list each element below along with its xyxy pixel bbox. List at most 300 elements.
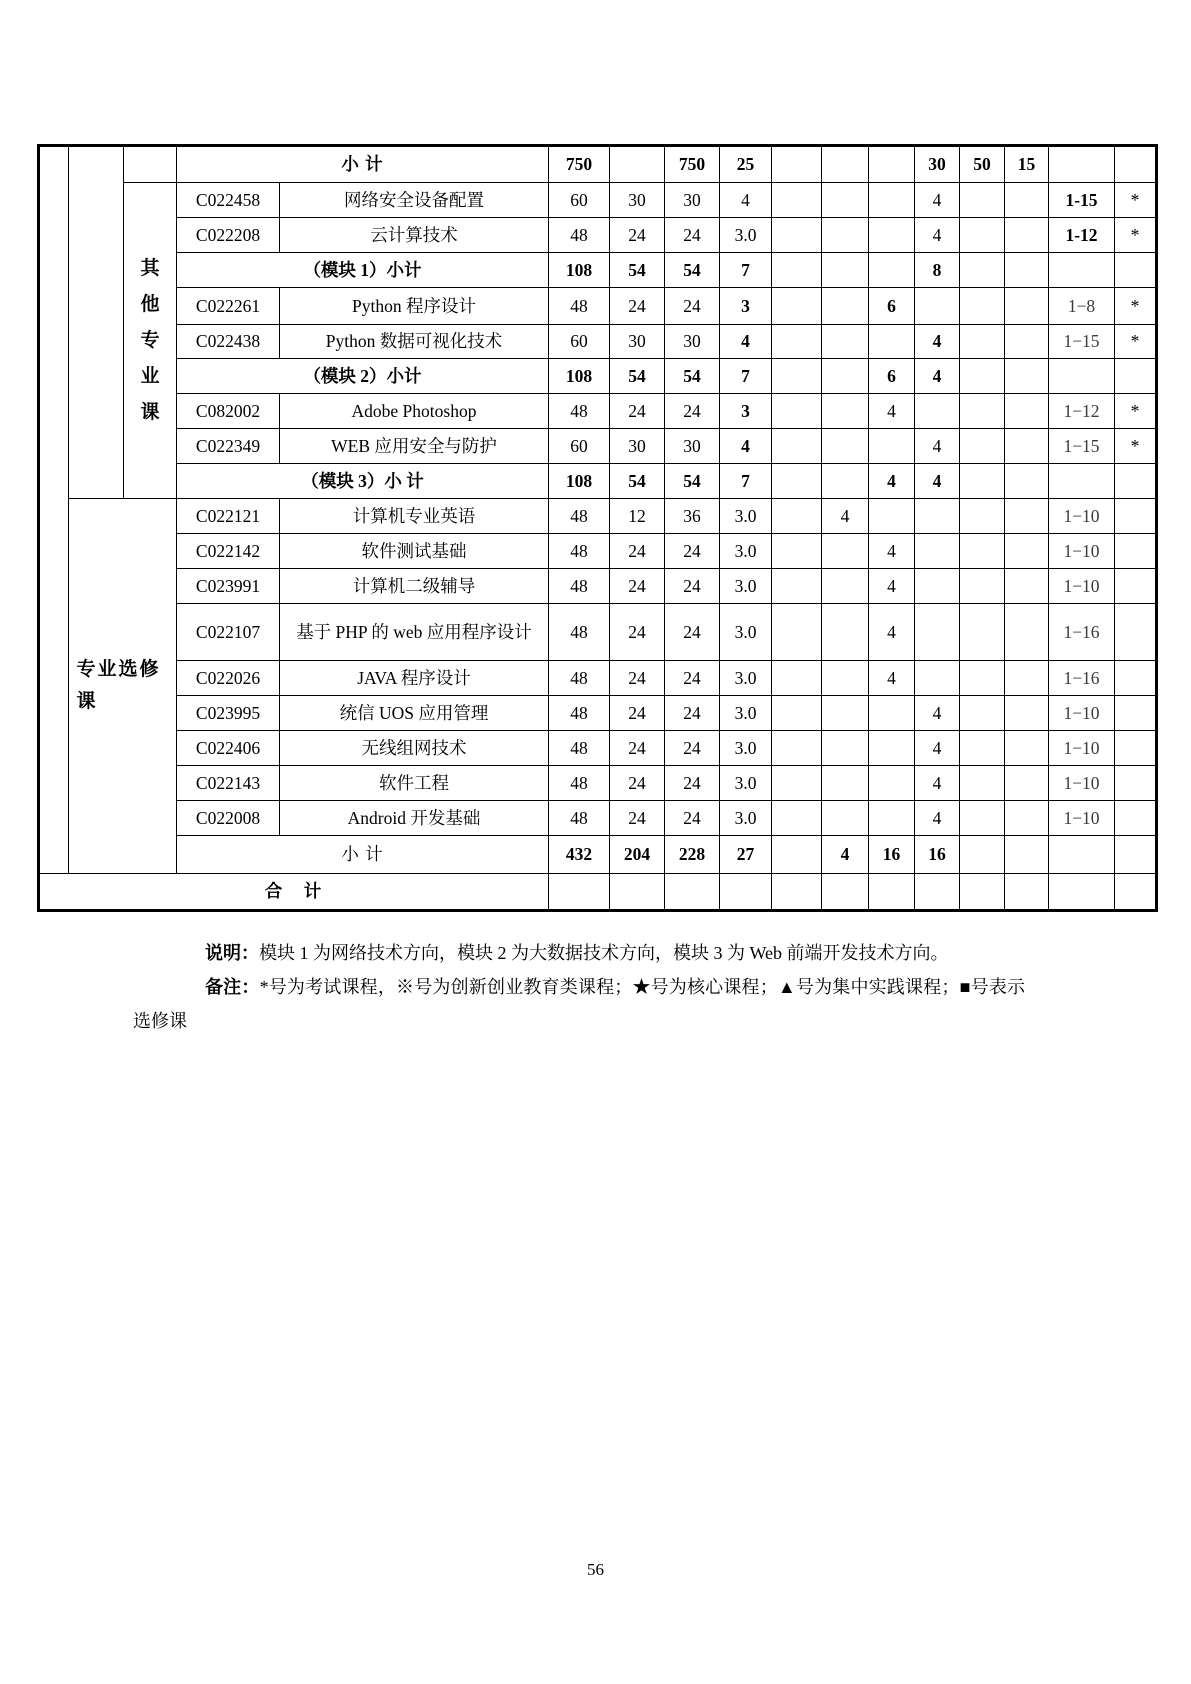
semester-5: [960, 696, 1005, 731]
theory-hours: 24: [610, 696, 665, 731]
semester-1: [772, 731, 822, 766]
table-row: [39, 394, 1157, 429]
total-hours: 108: [549, 253, 610, 288]
credits: 3: [720, 288, 772, 325]
credits: 3.0: [720, 604, 772, 661]
semester-2: [822, 183, 869, 218]
exam-mark: *: [1115, 218, 1157, 253]
theory-hours: 24: [610, 569, 665, 604]
semester-1: [772, 288, 822, 325]
semester-2: [822, 394, 869, 429]
semester-3: [869, 183, 915, 218]
total-hours: 48: [549, 696, 610, 731]
semester-5: [960, 288, 1005, 325]
total-hours: 48: [549, 661, 610, 696]
exam-mark: [1115, 604, 1157, 661]
semester-4: 8: [915, 253, 960, 288]
total-hours: 48: [549, 801, 610, 836]
semester-3: 16: [869, 836, 915, 874]
theory-hours: 24: [610, 394, 665, 429]
course-code: C023995: [177, 696, 280, 731]
semester-4: [915, 534, 960, 569]
section-label-other: 其他专业课: [124, 183, 177, 499]
semester-3: [869, 499, 915, 534]
practice-hours: 228: [665, 836, 720, 874]
course-name: 无线组网技术: [280, 731, 549, 766]
exam-mark: *: [1115, 183, 1157, 218]
semester-5: [960, 253, 1005, 288]
practice-hours: 24: [665, 394, 720, 429]
credits: 3.0: [720, 534, 772, 569]
semester-2: [822, 534, 869, 569]
semester-2: 4: [822, 499, 869, 534]
weeks-range: 1−15: [1049, 325, 1115, 359]
total-hours: 48: [549, 604, 610, 661]
subtotal-label: （模块 2）小计: [177, 359, 549, 394]
category-spacer: [69, 146, 124, 499]
semester-4: 16: [915, 836, 960, 874]
table-row: [39, 661, 1157, 696]
total-hours: 750: [549, 146, 610, 183]
semester-3: 4: [869, 534, 915, 569]
total-hours: 60: [549, 325, 610, 359]
semester-2: [822, 146, 869, 183]
practice-hours: 750: [665, 146, 720, 183]
theory-hours: [610, 146, 665, 183]
semester-2: [822, 429, 869, 464]
semester-4: 4: [915, 183, 960, 218]
semester-3: [869, 696, 915, 731]
practice-hours: 36: [665, 499, 720, 534]
semester-5: [960, 836, 1005, 874]
weeks-range: [1049, 464, 1115, 499]
total-hours: [549, 874, 610, 911]
semester-3: [869, 731, 915, 766]
semester-2: [822, 218, 869, 253]
theory-hours: 204: [610, 836, 665, 874]
credits: 3.0: [720, 731, 772, 766]
total-hours: 48: [549, 569, 610, 604]
semester-2: [822, 766, 869, 801]
theory-hours: 24: [610, 731, 665, 766]
semester-3: 4: [869, 569, 915, 604]
semester-3: [869, 325, 915, 359]
table-row: [39, 499, 1157, 534]
semester-1: [772, 766, 822, 801]
category-spacer: [39, 146, 69, 874]
semester-5: 50: [960, 146, 1005, 183]
semester-4: 4: [915, 429, 960, 464]
note-beizhu: [133, 970, 1025, 1038]
weeks-range: [1049, 359, 1115, 394]
table-row: [39, 801, 1157, 836]
exam-mark: [1115, 696, 1157, 731]
table-row: [39, 766, 1157, 801]
semester-1: [772, 325, 822, 359]
practice-hours: 24: [665, 731, 720, 766]
subtotal-label: （模块 3）小 计: [177, 464, 549, 499]
semester-4: 4: [915, 464, 960, 499]
practice-hours: 54: [665, 464, 720, 499]
semester-6: [1005, 253, 1049, 288]
course-code: C022121: [177, 499, 280, 534]
semester-6: [1005, 288, 1049, 325]
weeks-range: 1−15: [1049, 429, 1115, 464]
course-code: C023991: [177, 569, 280, 604]
table-row: [39, 569, 1157, 604]
table-row: [39, 464, 1157, 499]
weeks-range: 1−16: [1049, 604, 1115, 661]
semester-5: [960, 325, 1005, 359]
table-row: [39, 288, 1157, 325]
credits: 25: [720, 146, 772, 183]
semester-1: [772, 661, 822, 696]
semester-1: [772, 534, 822, 569]
semester-6: [1005, 874, 1049, 911]
table-row: [39, 534, 1157, 569]
total-hours: 48: [549, 499, 610, 534]
semester-6: 15: [1005, 146, 1049, 183]
semester-1: [772, 499, 822, 534]
semester-5: [960, 394, 1005, 429]
exam-mark: *: [1115, 325, 1157, 359]
practice-hours: 24: [665, 696, 720, 731]
table-row: [39, 253, 1157, 288]
total-hours: 48: [549, 731, 610, 766]
total-hours: 48: [549, 766, 610, 801]
semester-4: [915, 288, 960, 325]
weeks-range: 1−10: [1049, 696, 1115, 731]
semester-6: [1005, 325, 1049, 359]
course-code: C022349: [177, 429, 280, 464]
semester-2: [822, 731, 869, 766]
theory-hours: 24: [610, 661, 665, 696]
total-hours: 48: [549, 288, 610, 325]
exam-mark: [1115, 766, 1157, 801]
semester-5: [960, 766, 1005, 801]
course-name: 统信 UOS 应用管理: [280, 696, 549, 731]
course-name: Python 数据可视化技术: [280, 325, 549, 359]
course-code: C022261: [177, 288, 280, 325]
semester-2: 4: [822, 836, 869, 874]
semester-3: [869, 801, 915, 836]
course-name: WEB 应用安全与防护: [280, 429, 549, 464]
theory-hours: [610, 874, 665, 911]
semester-4: [915, 604, 960, 661]
course-name: 软件工程: [280, 766, 549, 801]
category-spacer: [124, 146, 177, 183]
semester-1: [772, 604, 822, 661]
note-beizhu-label: 备注：: [205, 977, 260, 997]
semester-3: 6: [869, 288, 915, 325]
course-name: 云计算技术: [280, 218, 549, 253]
course-name: Python 程序设计: [280, 288, 549, 325]
semester-2: [822, 253, 869, 288]
semester-5: [960, 801, 1005, 836]
semester-3: 4: [869, 394, 915, 429]
semester-4: [915, 661, 960, 696]
table-row: [39, 183, 1157, 218]
semester-6: [1005, 429, 1049, 464]
semester-4: 4: [915, 325, 960, 359]
course-code: C022107: [177, 604, 280, 661]
weeks-range: [1049, 253, 1115, 288]
table-row: [39, 359, 1157, 394]
page-number: 56: [587, 1560, 604, 1579]
exam-mark: [1115, 836, 1157, 874]
total-hours: 48: [549, 394, 610, 429]
table-row: [39, 874, 1157, 911]
course-code: C022026: [177, 661, 280, 696]
subtotal-label: 小 计: [177, 146, 549, 183]
table-row: [39, 731, 1157, 766]
credits: 3.0: [720, 801, 772, 836]
weeks-range: [1049, 874, 1115, 911]
semester-1: [772, 836, 822, 874]
course-code: C022008: [177, 801, 280, 836]
course-code: C022406: [177, 731, 280, 766]
exam-mark: [1115, 146, 1157, 183]
semester-5: [960, 359, 1005, 394]
semester-5: [960, 731, 1005, 766]
table-row: [39, 325, 1157, 359]
theory-hours: 24: [610, 801, 665, 836]
note-shuoming-label: 说明：: [205, 943, 259, 963]
credits: 7: [720, 359, 772, 394]
theory-hours: 30: [610, 183, 665, 218]
semester-6: [1005, 534, 1049, 569]
semester-3: [869, 146, 915, 183]
semester-6: [1005, 801, 1049, 836]
semester-6: [1005, 394, 1049, 429]
credits: 3.0: [720, 218, 772, 253]
practice-hours: 30: [665, 325, 720, 359]
weeks-range: 1−10: [1049, 731, 1115, 766]
semester-3: [869, 766, 915, 801]
course-code: C082002: [177, 394, 280, 429]
practice-hours: 24: [665, 604, 720, 661]
semester-1: [772, 183, 822, 218]
weeks-range: 1−12: [1049, 394, 1115, 429]
semester-4: 4: [915, 766, 960, 801]
semester-5: [960, 569, 1005, 604]
practice-hours: 24: [665, 569, 720, 604]
course-name: 计算机专业英语: [280, 499, 549, 534]
table-row: [39, 696, 1157, 731]
semester-1: [772, 394, 822, 429]
semester-4: [915, 569, 960, 604]
semester-6: [1005, 359, 1049, 394]
credits: 3: [720, 394, 772, 429]
semester-2: [822, 325, 869, 359]
semester-1: [772, 464, 822, 499]
table-row: [39, 146, 1157, 183]
exam-mark: [1115, 464, 1157, 499]
theory-hours: 12: [610, 499, 665, 534]
grand-total-label: 合 计: [39, 874, 549, 911]
weeks-range: 1−10: [1049, 801, 1115, 836]
semester-2: [822, 801, 869, 836]
practice-hours: 24: [665, 218, 720, 253]
weeks-range: 1−10: [1049, 766, 1115, 801]
weeks-range: 1−10: [1049, 534, 1115, 569]
semester-6: [1005, 836, 1049, 874]
semester-3: [869, 874, 915, 911]
section-label-elective: 专业选修课: [69, 499, 177, 874]
theory-hours: 54: [610, 253, 665, 288]
course-code: C022143: [177, 766, 280, 801]
semester-2: [822, 874, 869, 911]
theory-hours: 54: [610, 359, 665, 394]
credits: 3.0: [720, 569, 772, 604]
semester-3: 4: [869, 661, 915, 696]
weeks-range: 1−16: [1049, 661, 1115, 696]
credits: 3.0: [720, 696, 772, 731]
weeks-range: [1049, 146, 1115, 183]
table-row: [39, 429, 1157, 464]
theory-hours: 30: [610, 429, 665, 464]
credits: 27: [720, 836, 772, 874]
exam-mark: [1115, 534, 1157, 569]
semester-4: 4: [915, 696, 960, 731]
semester-2: [822, 464, 869, 499]
semester-4: [915, 394, 960, 429]
practice-hours: 24: [665, 534, 720, 569]
exam-mark: [1115, 874, 1157, 911]
semester-5: [960, 661, 1005, 696]
practice-hours: 24: [665, 766, 720, 801]
credits: 4: [720, 429, 772, 464]
practice-hours: 30: [665, 183, 720, 218]
semester-6: [1005, 183, 1049, 218]
weeks-range: 1−8: [1049, 288, 1115, 325]
credits: 7: [720, 253, 772, 288]
semester-2: [822, 604, 869, 661]
semester-6: [1005, 604, 1049, 661]
exam-mark: [1115, 359, 1157, 394]
semester-6: [1005, 766, 1049, 801]
practice-hours: 54: [665, 253, 720, 288]
practice-hours: 30: [665, 429, 720, 464]
total-hours: 48: [549, 218, 610, 253]
curriculum-table: [37, 144, 1158, 912]
semester-4: 30: [915, 146, 960, 183]
semester-4: 4: [915, 218, 960, 253]
credits: [720, 874, 772, 911]
semester-5: [960, 464, 1005, 499]
semester-2: [822, 359, 869, 394]
semester-5: [960, 874, 1005, 911]
theory-hours: 24: [610, 534, 665, 569]
total-hours: 60: [549, 429, 610, 464]
weeks-range: 1−10: [1049, 499, 1115, 534]
semester-5: [960, 534, 1005, 569]
weeks-range: 1-15: [1049, 183, 1115, 218]
semester-1: [772, 429, 822, 464]
course-name: Adobe Photoshop: [280, 394, 549, 429]
weeks-range: [1049, 836, 1115, 874]
semester-3: [869, 218, 915, 253]
theory-hours: 24: [610, 604, 665, 661]
subtotal-label: （模块 1）小计: [177, 253, 549, 288]
note-shuoming: [133, 936, 1025, 970]
exam-mark: *: [1115, 394, 1157, 429]
course-name: 基于 PHP 的 web 应用程序设计: [280, 604, 549, 661]
credits: 4: [720, 325, 772, 359]
semester-6: [1005, 218, 1049, 253]
credits: 3.0: [720, 661, 772, 696]
semester-4: 4: [915, 731, 960, 766]
exam-mark: [1115, 731, 1157, 766]
total-hours: 60: [549, 183, 610, 218]
course-code: C022142: [177, 534, 280, 569]
semester-6: [1005, 696, 1049, 731]
semester-3: 6: [869, 359, 915, 394]
exam-mark: [1115, 661, 1157, 696]
course-name: 网络安全设备配置: [280, 183, 549, 218]
course-code: C022438: [177, 325, 280, 359]
semester-2: [822, 661, 869, 696]
exam-mark: [1115, 801, 1157, 836]
notes-block: [133, 936, 1025, 1038]
practice-hours: 54: [665, 359, 720, 394]
semester-1: [772, 218, 822, 253]
semester-4: [915, 499, 960, 534]
semester-3: [869, 253, 915, 288]
semester-6: [1005, 464, 1049, 499]
total-hours: 432: [549, 836, 610, 874]
semester-5: [960, 218, 1005, 253]
theory-hours: 24: [610, 766, 665, 801]
semester-5: [960, 429, 1005, 464]
semester-4: 4: [915, 801, 960, 836]
theory-hours: 24: [610, 218, 665, 253]
total-hours: 108: [549, 464, 610, 499]
exam-mark: *: [1115, 288, 1157, 325]
semester-2: [822, 569, 869, 604]
course-name: 软件测试基础: [280, 534, 549, 569]
theory-hours: 54: [610, 464, 665, 499]
exam-mark: [1115, 569, 1157, 604]
semester-5: [960, 604, 1005, 661]
theory-hours: 24: [610, 288, 665, 325]
course-name: 计算机二级辅导: [280, 569, 549, 604]
semester-6: [1005, 499, 1049, 534]
course-name: JAVA 程序设计: [280, 661, 549, 696]
weeks-range: 1−10: [1049, 569, 1115, 604]
semester-1: [772, 874, 822, 911]
credits: 3.0: [720, 499, 772, 534]
exam-mark: *: [1115, 429, 1157, 464]
semester-3: 4: [869, 464, 915, 499]
weeks-range: 1-12: [1049, 218, 1115, 253]
semester-1: [772, 359, 822, 394]
semester-1: [772, 569, 822, 604]
exam-mark: [1115, 499, 1157, 534]
course-code: C022458: [177, 183, 280, 218]
practice-hours: [665, 874, 720, 911]
course-code: C022208: [177, 218, 280, 253]
semester-1: [772, 801, 822, 836]
course-name: Android 开发基础: [280, 801, 549, 836]
note-beizhu-text: *号为考试课程，※号为创新创业教育类课程；★号为核心课程；▲号为集中实践课程；■号表示选修课: [133, 977, 1026, 1031]
semester-3: 4: [869, 604, 915, 661]
credits: 3.0: [720, 766, 772, 801]
semester-6: [1005, 731, 1049, 766]
semester-3: [869, 429, 915, 464]
semester-5: [960, 499, 1005, 534]
table-row: [39, 604, 1157, 661]
